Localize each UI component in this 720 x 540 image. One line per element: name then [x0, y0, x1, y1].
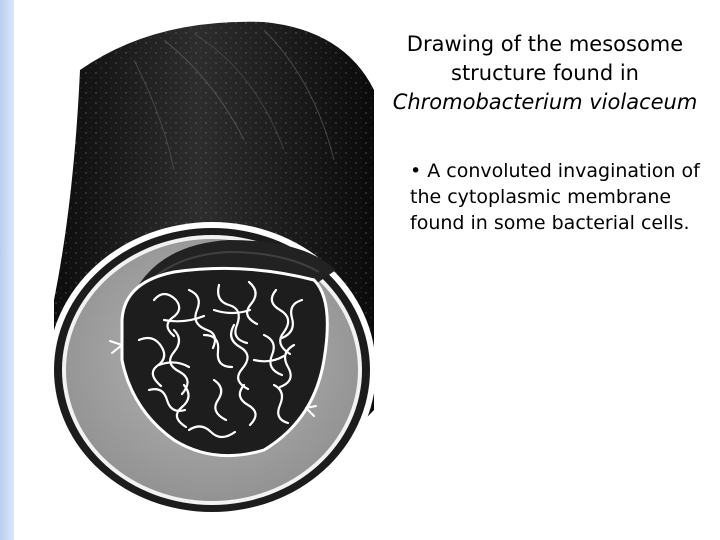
- bullet-text: A convoluted invagination of the cytoplasmic membrane found in some bacterial cells.: [410, 160, 700, 234]
- title-line-3-species: Chromobacterium violaceum: [392, 90, 698, 114]
- title-line-1: Drawing of the mesosome: [406, 32, 684, 56]
- slide-title: [380, 30, 710, 117]
- mesosome-drawing: [14, 0, 410, 540]
- title-line-2: structure found in: [451, 61, 639, 85]
- left-accent-band: [0, 0, 14, 540]
- bullet-symbol: •: [410, 160, 422, 182]
- bullet-point: [410, 158, 700, 236]
